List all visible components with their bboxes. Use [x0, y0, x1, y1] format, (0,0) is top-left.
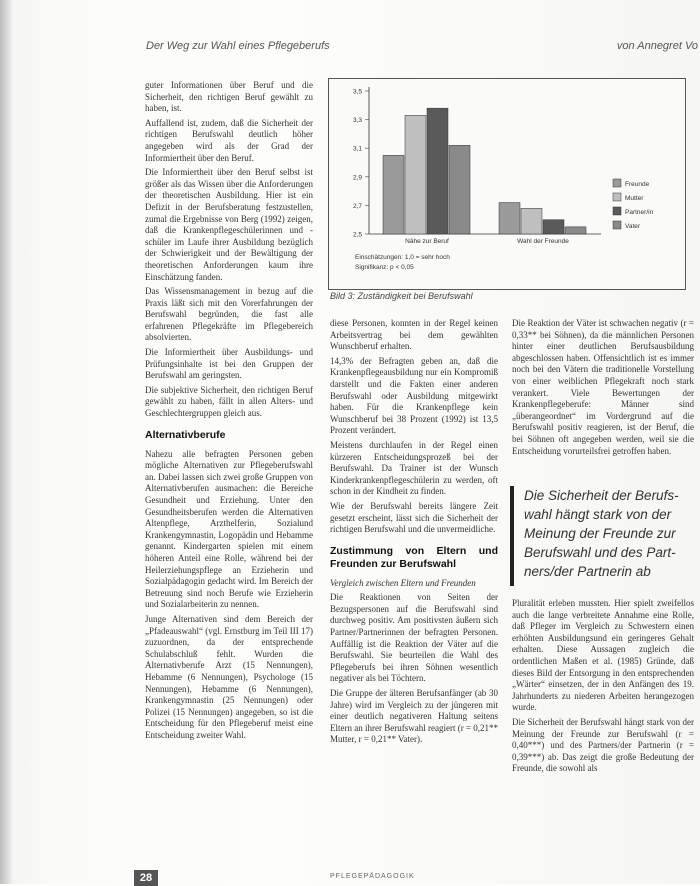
y-tick-label: 3,1	[352, 145, 362, 153]
paragraph: Junge Alternativen sind dem Bereich der „Pfadeauswahl“ (vgl. Ernstburg im Teil III 17) zuzuordnen, da der entsprechende Schulabschluß fehlt. Wurden die Alternativberufe Arzt (15 Nennungen), Hebamme (6 Nennungen), Psychologe (15 Nennungen), Hebamme (6 Nennungen), Krankengymnastin (25 Nennungen) oder Polizei (15 Nennungen) angegeben, so ist die Entscheidung für den Pflegeberuf meist eine Entscheidung zweiter Wahl.	[145, 613, 313, 740]
bar	[383, 155, 404, 234]
y-tick-label: 2,9	[352, 174, 362, 182]
legend-swatch	[613, 193, 621, 201]
x-category-label: Nähe zur Beruf	[405, 238, 449, 245]
journal-name: PFLEGEPÄDAGOGIK	[330, 873, 415, 880]
paragraph: Nahezu alle befragten Personen geben mögliche Alternativen zur Pflegeberufswahl an. Dabei lassen sich zwei große Gruppen von Alternativberufen ausmachen: die Bereiche Gesundheit und Erziehung. Unter den Gesundheitsberufen werden die Alternativen Altenpflege, Arzthelferin, Sozialund Krankengymnastin, Logopädin und Hebamme genannt. Kindergarten spielen mit einem höheren Anteil eine Rolle, während bei der Heilerziehungspflege an Erzieherin und Sozialpädagogin gedacht wird. Im Bereich der Betreuung sind noch Berufe wie Erzieherin und Sozialarbeiterin zu nennen.	[145, 448, 313, 610]
pull-quote-line: wahl hängt stark von der	[524, 507, 672, 522]
y-tick-label: 2,7	[352, 202, 362, 210]
bar	[405, 115, 426, 234]
running-header-left: Der Weg zur Wahl eines Pflegeberufs	[146, 40, 330, 52]
paragraph: diese Personen, konnten in der Regel keinen Arbeitsvertrag bei dem gewählten Wunschberuf erhalten.	[330, 318, 498, 352]
bar-chart	[329, 79, 685, 289]
section-heading: Zustimmung von Eltern und Freunden zur Berufswahl	[330, 544, 498, 570]
paragraph: Die subjektive Sicherheit, den richtigen Beruf gewählt zu haben, fällt in allen Alters- und Geschlechtergruppen gleich aus.	[145, 384, 313, 419]
chart-note: Signifikanz: p < 0,05	[355, 264, 414, 271]
paragraph: Auffallend ist, zudem, daß die Sicherheit der richtigen Berufswahl deutlich höher angegeben wird als der Grad der Informiertheit über den Beruf.	[145, 117, 313, 163]
paragraph: Die Reaktion der Väter ist schwachen negativ (r = 0,33** bei Söhnen), da die männlichen Personen hinter einer deutlichen Berufsausbildung abgeschlossen haben. Offensichtlich ist es immer noch bei den Vätern die traditionelle Vorstellung von einer weiblichen Pflegekraft noch stark verankert. Viele Bewertungen der Krankenpflegeberufe: Männer sind „überangeordnet“ im Vordergrund auf die Berufswahl positiv reagieren, ist der Beruf, die bei Söhnen oft angegeben werden, weil sie die Entscheidung vorurteilsfrei getroffen haben.	[512, 318, 694, 456]
paragraph: Das Wissensmanagement in bezug auf die Praxis läßt sich mit den Vorerfahrungen der Berufswahl begründen, die fast alle erfahrenen Pflegekräfte im Pflegebereich absolvierten.	[145, 286, 313, 343]
paragraph: guter Informationen über Beruf und die Sicherheit, den richtigen Beruf gewählt zu haben, ist.	[145, 80, 313, 114]
legend-swatch	[613, 207, 621, 215]
paragraph: Die Informiertheit über Ausbildungs- und Prüfungsinhalte ist bei den Gruppen der Berufswahl am geringsten.	[145, 347, 313, 381]
bar	[543, 220, 564, 234]
y-tick-label: 2,5	[352, 231, 362, 239]
bar	[565, 227, 586, 234]
paragraph: Die Reaktionen von Seiten der Bezugspersonen auf die Berufswahl sind durchweg positiv. Am positivsten äußern sich Partner/Partnerinnen der befragten Personen. Auffällig ist die Reaktion der Väter auf die Berufswahl. Sie beurteilen die Wahl des Pflegeberufs bei ihren Söhnen wesentlich negativer als bei Töchtern.	[330, 592, 498, 684]
legend-swatch	[613, 221, 621, 229]
bar	[449, 145, 470, 234]
y-tick-label: 3,5	[352, 88, 362, 96]
chart-note: Einschätzungen: 1,0 = sehr hoch	[355, 254, 450, 261]
paragraph: Die Sicherheit der Berufswahl hängt stark von der Meinung der Freunde zur Berufswahl (r = 0,40***) und des Partners/der Partnerin (r = 0,39***) ab. Das zeigt die große Bedeutung der Freunde, die sowohl als	[512, 716, 694, 774]
paragraph: Die Gruppe der älteren Berufsanfänger (ab 30 Jahre) wird im Vergleich zu der jüngeren mit einer deutlich negativeren Haltung seitens Eltern an ihrer Berufswahl reagiert (r = 0,21** Mutter, r = 0,21** Vater).	[330, 688, 499, 745]
subheading: Vergleich zwischen Eltern und Freunden	[330, 577, 476, 588]
x-category-label: Wahl der Freunde	[517, 238, 569, 245]
book-gutter-shadow	[0, 0, 12, 884]
bar	[427, 108, 448, 234]
paragraph: Wie der Berufswahl bereits längere Zeit gesetzt erscheint, lässt sich die Sicherheit der richtigen Berufswahl und die unvermeidliche.	[330, 500, 498, 535]
pull-quote-line: ners/der Partnerin ab	[524, 564, 651, 579]
page-number: 28	[134, 870, 158, 886]
bar	[521, 208, 542, 234]
figure-caption: Bild 3: Zuständigkeit bei Berufswahl	[330, 291, 473, 301]
legend-label: Freunde	[625, 181, 650, 188]
pull-quote-line: Meinung der Freunde zur	[524, 526, 676, 541]
y-tick-label: 3,3	[352, 117, 362, 125]
pull-quote-line: Berufswahl und des Part-	[524, 545, 676, 560]
paragraph: Die Informiertheit über den Beruf selbst ist größer als das Wissen über die Anforderungen der theoretischen Ausbildung. Hier ist ein Defizit in der Berufsberatung festzustellen, zumal die Ergebnisse von Berg (1992) zeigen, daß die Krankenpflegeschülerinnen und -schüler im Laufe ihrer Ausbildung bezüglich der Schwierigkeit und der Bewältigung der theoretischen Anforderungen kaum ihre Einschätzung fanden.	[145, 167, 313, 282]
paragraph: Pluralität erleben mussten. Hier spielt zweifellos auch die lange verbreitete Annahme eine Rolle, daß Pfleger im Vergleich zu Schwestern einen erhöhten Ausbildungsund ein geringeres Gehalt erhalten. Diese Aussagen zugleich die ordentlichen Maßen et al. (1985) Gründe, daß dieses Bild der Entsorgung in den entsprechenden „Wärter“ einsetzen, der in den Anfängen des 19. Jahrhunderts zu niederen Arbeiten herangezogen wurde.	[512, 598, 694, 713]
left-column	[145, 80, 313, 744]
paragraph: Meistens durchlaufen in der Regel einen kürzeren Entscheidungsprozeß bei der Berufswahl. Da Trainer ist der Wunsch Kinderkrankenpflegeschülerin zu werden, oft schon in der Kindheit zu finden.	[330, 439, 498, 497]
pull-quote	[510, 486, 694, 586]
running-header-right: von Annegret Vo	[616, 40, 698, 52]
legend-label: Vater	[625, 223, 641, 230]
paragraph: 14,3% der Befragten geben an, daß die Krankenpflegeausbildung nur ein Kompromiß darstellt und die Fakten einer anderen Berufswahl oder Ausbildung mitgewirkt haben. Für die Krankenpflege kein Wunschberuf bei 38 Prozent (1992) ist 13,5 Prozent verändert.	[330, 355, 498, 436]
pull-quote-line: Die Sicherheit der Berufs-	[524, 488, 679, 503]
bar-chart-figure	[328, 78, 686, 290]
section-heading: Alternativberufe	[145, 428, 226, 441]
right-column	[512, 318, 694, 460]
legend-swatch	[613, 179, 621, 187]
right-column-continued	[512, 598, 694, 778]
legend-label: Mutter	[625, 195, 644, 202]
bar	[499, 203, 520, 234]
middle-column	[330, 318, 498, 749]
legend-label: Partner/in	[625, 209, 654, 216]
